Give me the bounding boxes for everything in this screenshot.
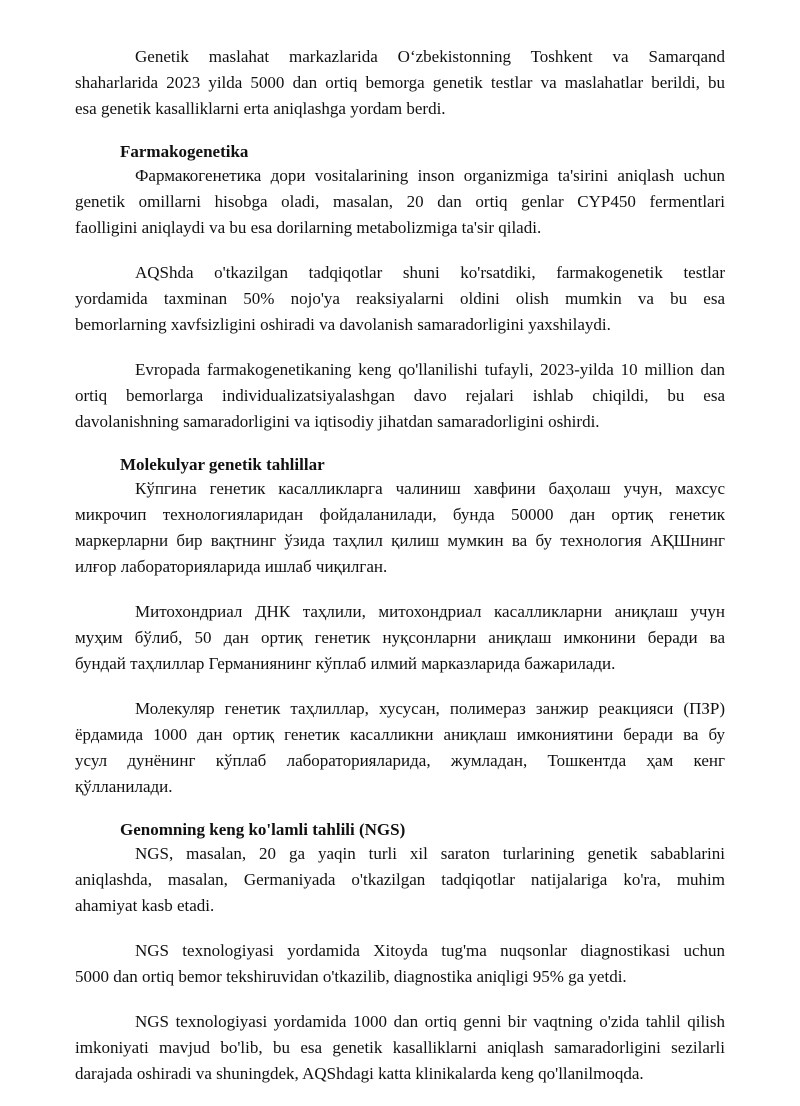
text-line: AQShda o'tkazilgan tadqiqotlar shuni ko'rsatdiki, farmakogenetik testlar [135,263,725,282]
text-line: усул дунёнинг кўплаб лабораторияларида, жумладан, Тошкентда ҳам кенг [75,751,725,770]
paragraph-ngs-genes [75,1009,725,1087]
paragraph-usa-research [75,260,725,338]
text-line: NGS texnologiyasi yordamida 1000 dan ortiq genni bir vaqtning o'zida tahlil qilish [135,1012,725,1031]
heading-ngs: Genomning keng ko'lamli tahlili (NGS) [120,820,406,839]
text-line: davolanishning samaradorligini va iqtisodiy jihatdan samaradorligini oshirdi. [75,412,600,431]
paragraph-mitochondrial [75,599,725,677]
text-line: yordamida taxminan 50% nojo'ya reaksiyalarni oldini olish mumkin va bu esa [75,289,725,308]
text-line: илғор лабораторияларида ишлаб чиқилган. [75,557,388,576]
paragraph-pharmacogenetics-intro [75,163,725,241]
heading-pharmacogenetics: Farmakogenetika [120,142,249,161]
text-line: микрочип технологияларидан фойдаланилади, бунда 50000 дан ортиқ генетик [75,505,725,524]
paragraph-pcr [75,696,725,800]
text-line: ёрдамида 1000 дан ортиқ генетик касалликни аниқлаш имкониятини беради ва бу [75,725,725,744]
text-line: Genetik maslahat markazlarida O‘zbekistonning Toshkent va Samarqand [135,47,725,66]
text-line: bemorlarning xavfsizligini oshiradi va davolanish samaradorligini yaxshilaydi. [75,315,611,334]
text-line: маркерларни бир вақтнинг ўзида таҳлил қилиш мумкин ва бу технология АҚШнинг [75,531,725,550]
text-line: муҳим бўлиб, 50 дан ортиқ генетик нуқсонларни аниқлаш имконини беради ва [75,628,725,647]
document-page [75,44,725,1106]
text-line: NGS texnologiyasi yordamida Xitoyda tug'ma nuqsonlar diagnostikasi uchun [135,941,725,960]
text-line: faolligini aniqlaydi va bu esa dorilarning metabolizmiga ta'sir qiladi. [75,218,542,237]
text-line: darajada oshiradi va shuningdek, AQShdagi katta klinikalarda keng qo'llanilmoqda. [75,1064,644,1083]
text-line: genetik omillarni hisobga oladi, masalan, 20 dan ortiq genlar CYP450 fermentlari [75,192,725,211]
text-line: imkoniyati mavjud bo'lib, bu esa genetik kasalliklarni aniqlash samaradorligini sezilarli [75,1038,725,1057]
text-line: ortiq bemorlarga individualizatsiyalashgan davo rejalari ishlab chiqildi, bu esa [75,386,725,405]
text-line: aniqlashda, masalan, Germaniyada o'tkazilgan tadqiqotlar natijalariga ko'ra, muhim [75,870,725,889]
text-line: Кўпгина генетик касалликларга чалиниш хавфини баҳолаш учун, махсус [135,479,725,498]
text-line: бундай таҳлиллар Германиянинг кўплаб илмий марказларида бажарилади. [75,654,616,673]
paragraph-ngs-china [75,938,725,990]
paragraph-europe [75,357,725,435]
paragraph-genetic-counseling [75,44,725,122]
text-line: 5000 dan ortiq bemor tekshiruvidan o'tkazilib, diagnostika aniqligi 95% ga yetdi. [75,967,627,986]
text-line: ahamiyat kasb etadi. [75,896,215,915]
text-line: Митохондриал ДНК таҳлили, митохондриал касалликларни аниқлаш учун [135,602,725,621]
text-line: esa genetik kasalliklarni erta aniqlashga yordam berdi. [75,99,446,118]
text-line: қўлланилади. [75,777,173,796]
text-line: Фармакогенетика дори vositalarining inson organizmiga ta'sirini aniqlash uchun [135,166,725,185]
text-line: shaharlarida 2023 yilda 5000 dan ortiq bemorga genetik testlar va maslahatlar berildi, bu [75,73,725,92]
text-line: NGS, masalan, 20 ga yaqin turli xil saraton turlarining genetik sabablarini [135,844,725,863]
paragraph-microchip [75,476,725,580]
heading-molecular-analysis: Molekulyar genetik tahlillar [120,455,325,474]
text-line: Evropada farmakogenetikaning keng qo'llanilishi tufayli, 2023-yilda 10 million dan [135,360,725,379]
text-line: Молекуляр генетик таҳлиллар, хусусан, полимераз занжир реакцияси (ПЗР) [135,699,725,718]
paragraph-ngs-cancer [75,841,725,919]
